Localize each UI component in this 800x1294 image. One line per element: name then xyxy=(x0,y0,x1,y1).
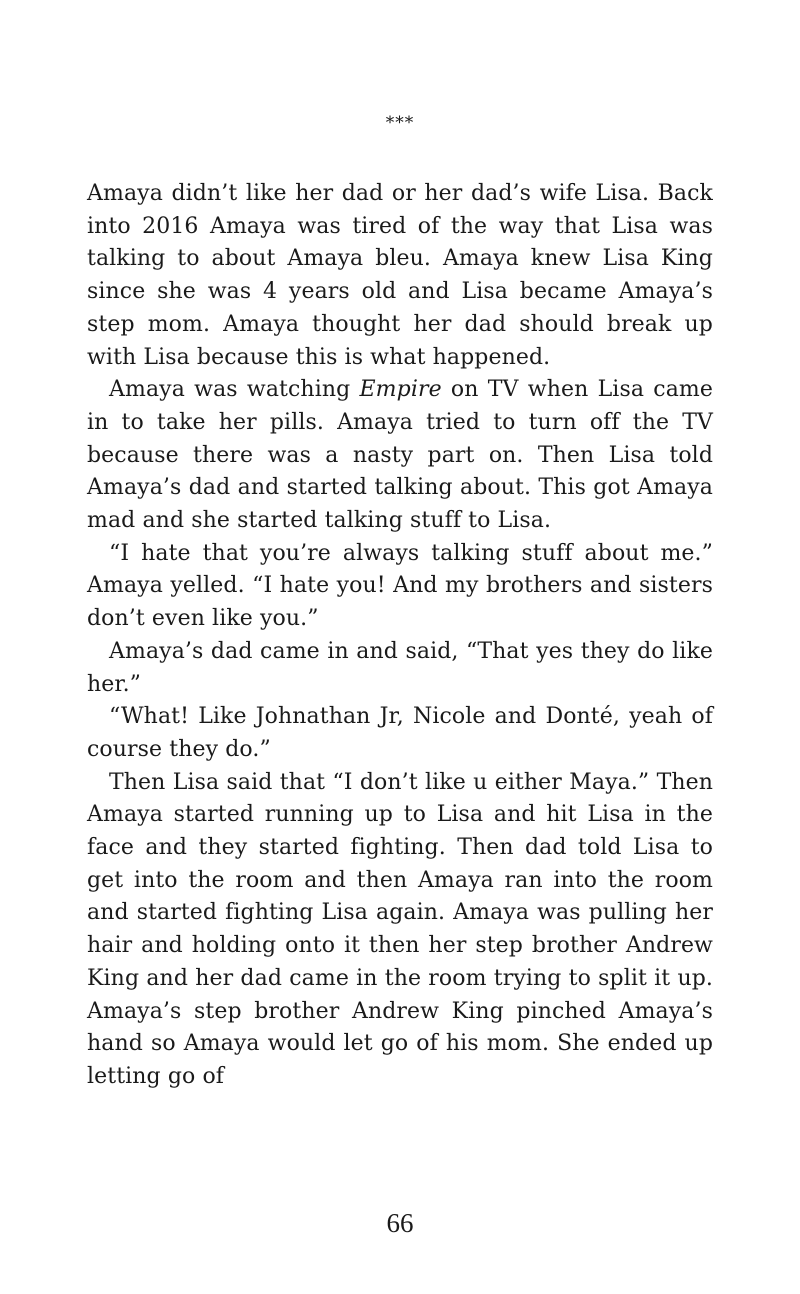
paragraph-text: Amaya’s dad came in and said, “That yes they do like her.” xyxy=(87,638,713,697)
paragraph-text: “I hate that you’re always talking stuff about me.” Amaya yelled. “I hate you! And my brothers and sisters don’t even like you.” xyxy=(87,540,713,632)
body-text xyxy=(87,178,713,1094)
paragraph-text: “What! Like Johnathan Jr, Nicole and Donté, yeah of course they do.” xyxy=(87,704,713,762)
paragraph-5 xyxy=(87,701,713,766)
paragraph-4 xyxy=(87,636,713,701)
paragraph-2 xyxy=(87,374,713,538)
paragraph-text: on TV when Lisa came in to take her pills. Amaya tried to turn off the TV because there was a nasty part on. Then Lisa told Amaya’s dad and started talking about. This got Amaya mad and she started talking stuff to Lisa. xyxy=(87,377,713,534)
section-separator: *** xyxy=(385,113,415,133)
paragraph-1 xyxy=(87,178,713,374)
paragraph-3 xyxy=(87,538,713,636)
show-title-italic: Empire xyxy=(359,377,442,403)
page-number: 66 xyxy=(386,1208,414,1238)
paragraph-6 xyxy=(87,767,713,1094)
paragraph-text: Then Lisa said that “I don’t like u either Maya.” Then Amaya started running up to Lisa and hit Lisa in the face and they started fighting. Then dad told Lisa to get into the room and then Amaya ran into the room and started fighting Lisa again. Amaya was pulling her hair and holding onto it then her step brother Andrew King and her dad came in the room trying to split it up. Amaya’s step brother Andrew King pinched Amaya’s hand so Amaya would let go of his mom. She ended up letting go of xyxy=(87,769,713,1089)
paragraph-text: Amaya didn’t like her dad or her dad’s wife Lisa. Back into 2016 Amaya was tired of the way that Lisa was talking to about Amaya bleu. Amaya knew Lisa King since she was 4 years old and Lisa became Amaya’s step mom. Amaya thought her dad should break up with Lisa because this is what happened. xyxy=(87,181,713,370)
paragraph-text: Amaya was watching xyxy=(109,377,360,403)
